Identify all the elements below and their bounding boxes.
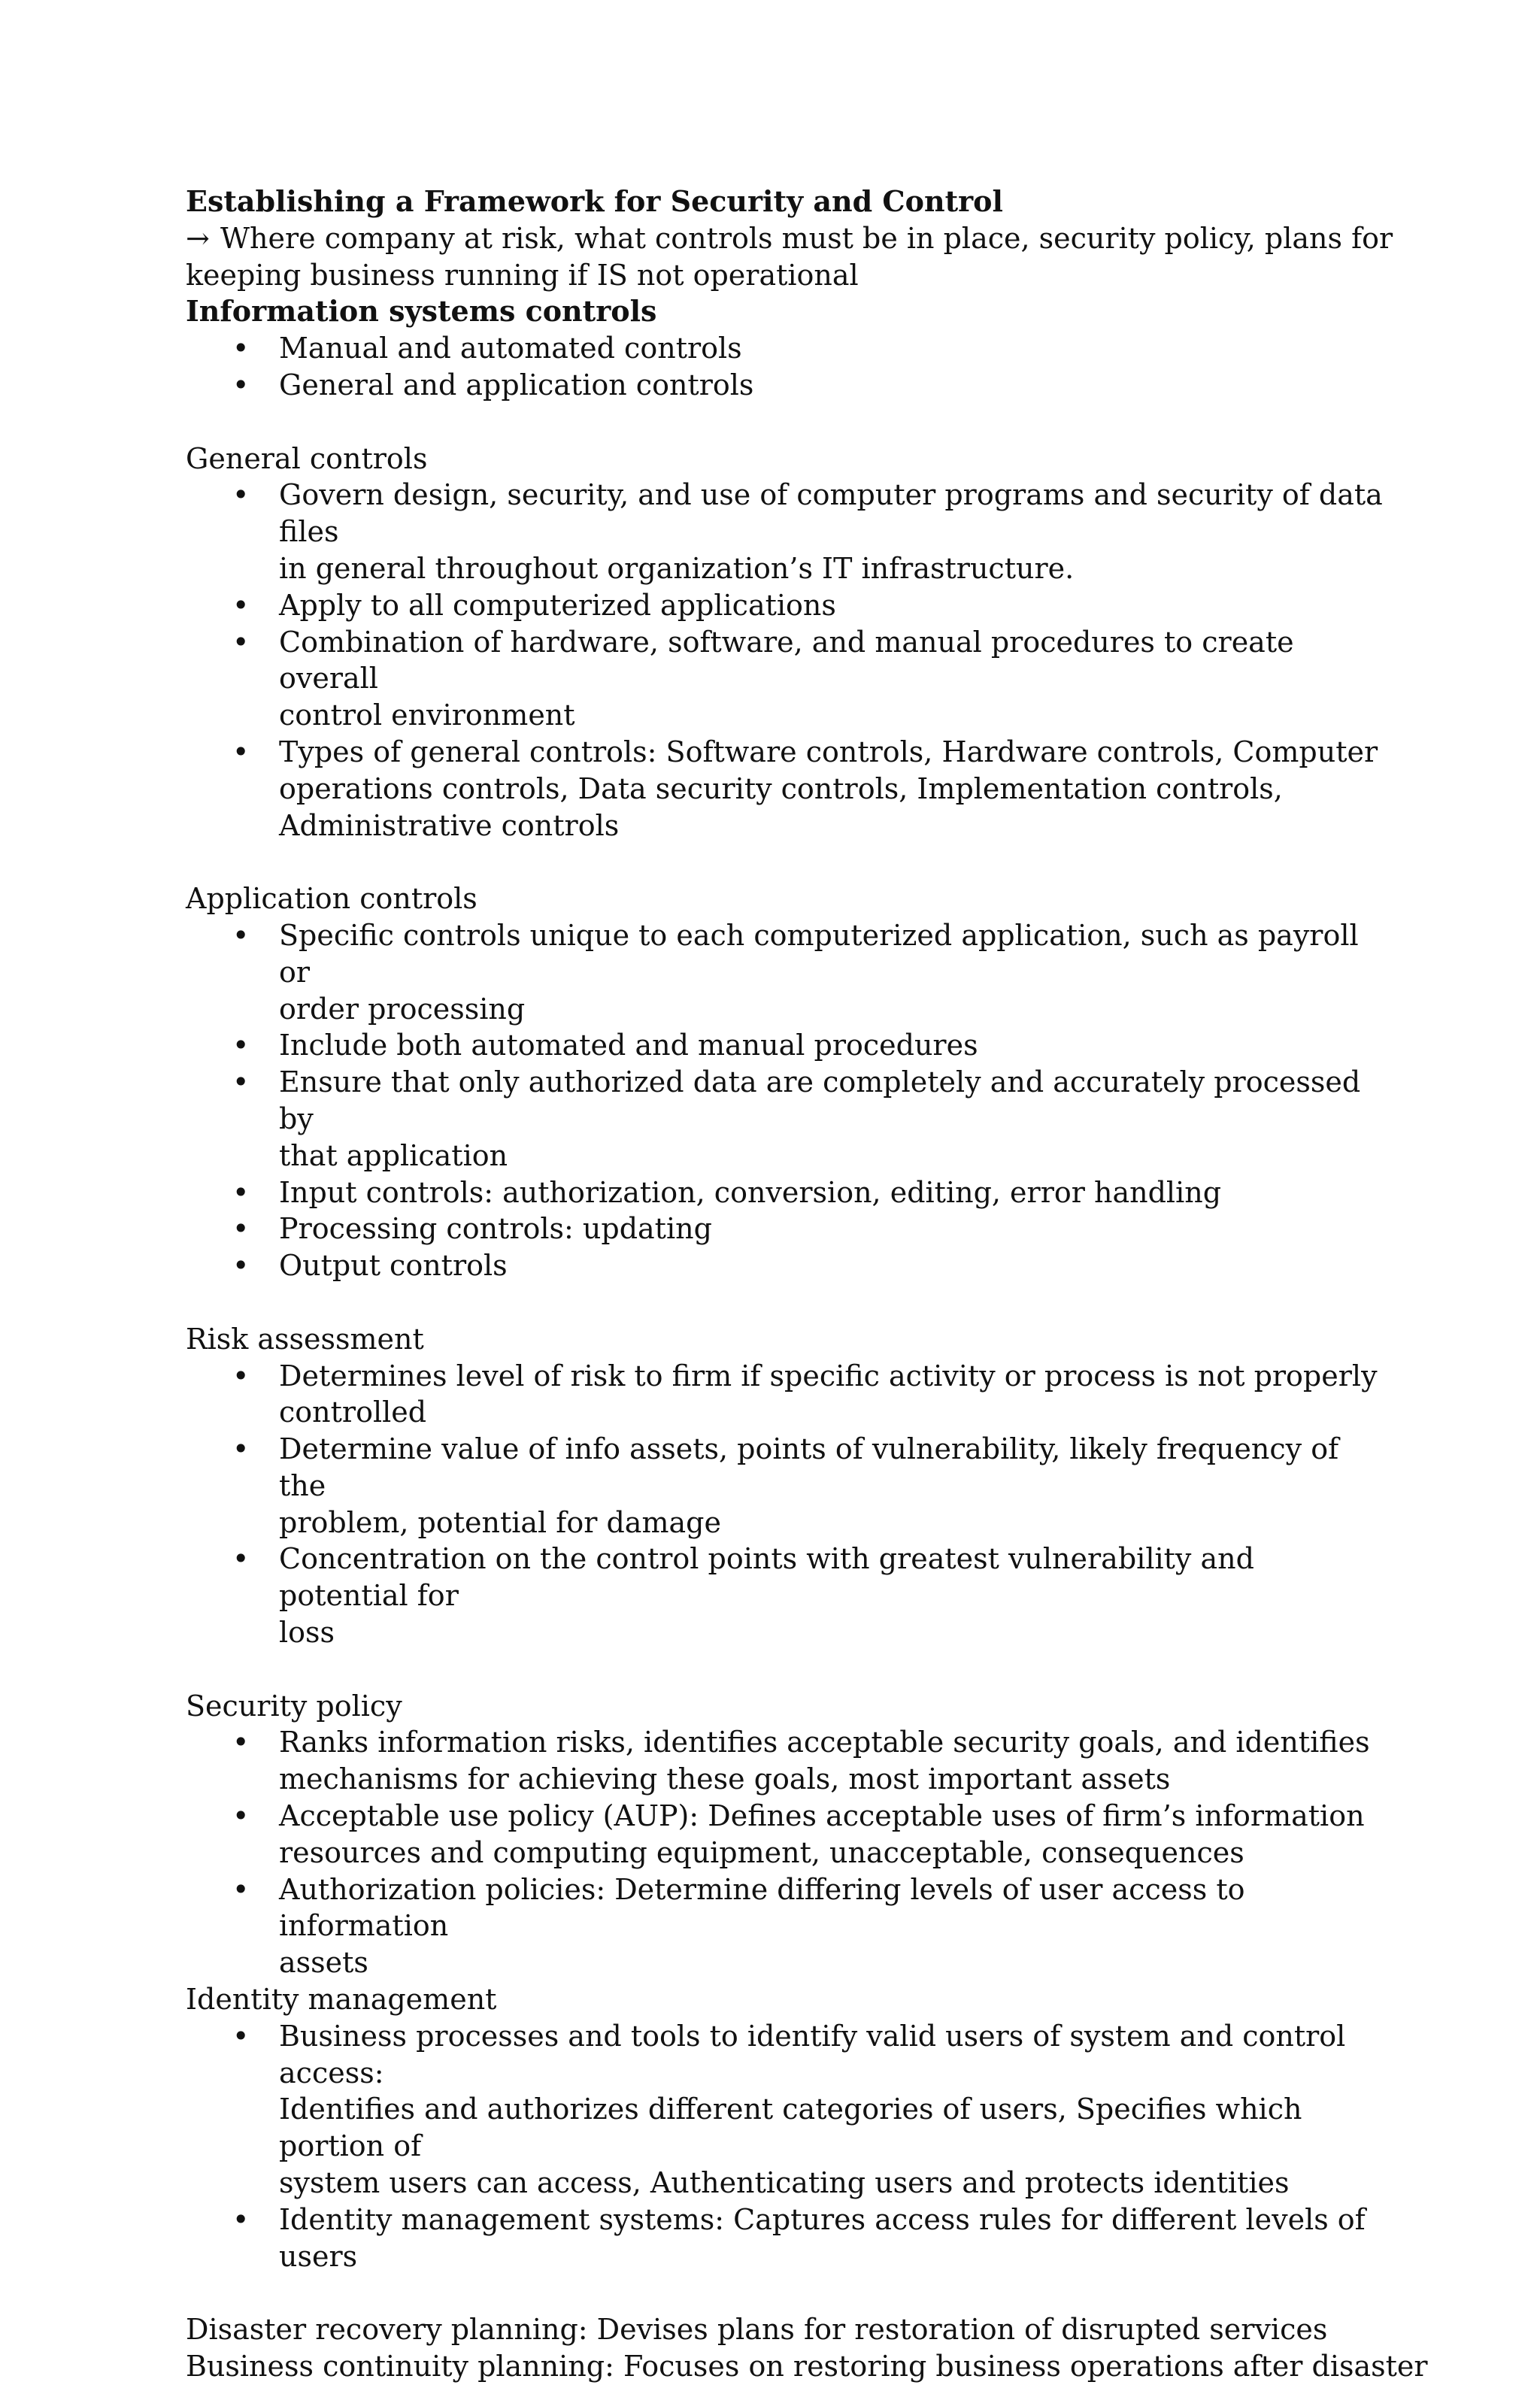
list-item bbox=[186, 2202, 1389, 2275]
list-item-text: resources and computing equipment, unacceptable, consequences bbox=[279, 1835, 1244, 1869]
disaster-recovery-line: Disaster recovery planning: Devises plans for restoration of disrupted services bbox=[186, 2313, 1328, 2347]
list-item bbox=[186, 1358, 1389, 1432]
list-item-text: assets bbox=[279, 1946, 368, 1980]
identity-management-list bbox=[186, 2018, 1389, 2275]
bullet-icon: • bbox=[232, 1212, 250, 1246]
list-item bbox=[186, 917, 1389, 1027]
bullet-icon: • bbox=[232, 1542, 250, 1576]
bullet-icon: • bbox=[232, 625, 250, 659]
list-item-text: Combination of hardware, software, and manual procedures to create overall bbox=[279, 625, 1294, 695]
spacer bbox=[186, 1284, 1389, 1321]
security-policy-list bbox=[186, 1724, 1389, 1981]
list-item-text: Output controls bbox=[279, 1249, 508, 1283]
list-item-text: Determines level of risk to firm if specific activity or process is not properly bbox=[279, 1359, 1378, 1393]
list-item-text: Business processes and tools to identify valid users of system and control access: bbox=[279, 2019, 1346, 2090]
list-item-text: Specific controls unique to each computerized application, such as payroll or bbox=[279, 918, 1359, 989]
list-item bbox=[186, 1431, 1389, 1541]
list-item bbox=[186, 1247, 1389, 1284]
bullet-icon: • bbox=[232, 588, 250, 622]
list-item-text: Identity management systems: Captures access rules for different levels of users bbox=[279, 2202, 1366, 2273]
list-item bbox=[186, 1724, 1389, 1798]
intro-line-2: keeping business running if IS not operational bbox=[186, 258, 859, 292]
list-item-text: Processing controls: updating bbox=[279, 1212, 712, 1246]
bullet-icon: • bbox=[232, 1029, 250, 1062]
list-item bbox=[186, 624, 1389, 734]
list-item-text: Input controls: authorization, conversion, editing, error handling bbox=[279, 1175, 1222, 1209]
section-heading-is-controls: Information systems controls bbox=[186, 294, 657, 329]
list-item-text: mechanisms for achieving these goals, most important assets bbox=[279, 1762, 1171, 1796]
list-item-text: Manual and automated controls bbox=[279, 332, 742, 365]
list-item bbox=[186, 1541, 1389, 1650]
list-item bbox=[186, 1174, 1389, 1211]
bullet-icon: • bbox=[232, 918, 250, 952]
spacer bbox=[186, 404, 1389, 441]
list-item-text: Ensure that only authorized data are completely and accurately processed by bbox=[279, 1065, 1361, 1135]
list-item-text: Identifies and authorizes different categories of users, Specifies which portion of bbox=[279, 2093, 1302, 2163]
application-controls-list bbox=[186, 917, 1389, 1284]
list-item bbox=[186, 1211, 1389, 1247]
list-item-text: Acceptable use policy (AUP): Defines acceptable uses of firm’s information bbox=[279, 1799, 1365, 1833]
list-item bbox=[186, 1027, 1389, 1064]
bullet-icon: • bbox=[232, 1432, 250, 1466]
section-heading-application-controls: Application controls bbox=[186, 882, 477, 916]
intro-text-1: Where company at risk, what controls must be in place, security policy, plans for bbox=[220, 221, 1393, 255]
bullet-icon: • bbox=[232, 1359, 250, 1393]
bullet-icon: • bbox=[232, 2202, 250, 2236]
intro-line-1 bbox=[186, 220, 1393, 257]
list-item-text: Ranks information risks, identifies acceptable security goals, and identifies bbox=[279, 1726, 1370, 1759]
list-item-text: controlled bbox=[279, 1396, 427, 1429]
list-item-text: Types of general controls: Software controls, Hardware controls, Computer bbox=[279, 735, 1378, 768]
list-item-text: Authorization policies: Determine differing levels of user access to information bbox=[279, 1872, 1245, 1943]
list-item-text: system users can access, Authenticating users and protects identities bbox=[279, 2166, 1290, 2200]
business-continuity-line: Business continuity planning: Focuses on restoring business operations after disaster bbox=[186, 2350, 1428, 2383]
risk-assessment-list bbox=[186, 1358, 1389, 1651]
bullet-icon: • bbox=[232, 1065, 250, 1099]
bullet-icon: • bbox=[232, 368, 250, 402]
bullet-icon: • bbox=[232, 735, 250, 768]
list-item-text: loss bbox=[279, 1616, 335, 1650]
list-item-text: Include both automated and manual procedures bbox=[279, 1029, 978, 1062]
list-item bbox=[186, 1064, 1389, 1174]
section-heading-risk-assessment: Risk assessment bbox=[186, 1322, 424, 1356]
spacer bbox=[186, 1651, 1389, 1688]
is-controls-list bbox=[186, 330, 1389, 404]
list-item-text: Administrative controls bbox=[279, 808, 620, 842]
list-item bbox=[186, 2018, 1389, 2202]
list-item-text: Concentration on the control points with greatest vulnerability and potential for bbox=[279, 1542, 1254, 1613]
list-item-text: General and application controls bbox=[279, 368, 754, 402]
arrow-icon: → bbox=[186, 221, 210, 255]
bullet-icon: • bbox=[232, 1872, 250, 1906]
document-title: Establishing a Framework for Security and Control bbox=[186, 184, 1003, 218]
list-item-text: operations controls, Data security controls, Implementation controls, bbox=[279, 771, 1283, 805]
section-heading-identity-management: Identity management bbox=[186, 1983, 497, 2017]
document-body bbox=[186, 183, 1428, 2385]
list-item-text: order processing bbox=[279, 992, 526, 1026]
list-item-text: Determine value of info assets, points of vulnerability, likely frequency of the bbox=[279, 1432, 1339, 1502]
list-item bbox=[186, 587, 1389, 624]
list-item-text: Govern design, security, and use of computer programs and security of data files bbox=[279, 478, 1383, 549]
list-item bbox=[186, 734, 1389, 844]
bullet-icon: • bbox=[232, 1249, 250, 1283]
list-item bbox=[186, 1798, 1389, 1871]
spacer bbox=[186, 2274, 1389, 2311]
bullet-icon: • bbox=[232, 1175, 250, 1209]
section-heading-general-controls: General controls bbox=[186, 441, 428, 475]
spacer bbox=[186, 844, 1389, 880]
bullet-icon: • bbox=[232, 1726, 250, 1759]
bullet-icon: • bbox=[232, 332, 250, 365]
list-item-text: problem, potential for damage bbox=[279, 1505, 721, 1539]
general-controls-list bbox=[186, 477, 1389, 844]
list-item-text: control environment bbox=[279, 699, 575, 732]
section-heading-security-policy: Security policy bbox=[186, 1689, 402, 1723]
list-item-text: that application bbox=[279, 1138, 508, 1172]
bullet-icon: • bbox=[232, 1799, 250, 1833]
list-item bbox=[186, 367, 1389, 404]
list-item-text: Apply to all computerized applications bbox=[279, 588, 836, 622]
bullet-icon: • bbox=[232, 478, 250, 512]
bullet-icon: • bbox=[232, 2019, 250, 2053]
list-item bbox=[186, 477, 1389, 586]
list-item bbox=[186, 1871, 1389, 1981]
list-item bbox=[186, 330, 1389, 367]
list-item-text: in general throughout organization’s IT infrastructure. bbox=[279, 551, 1075, 585]
